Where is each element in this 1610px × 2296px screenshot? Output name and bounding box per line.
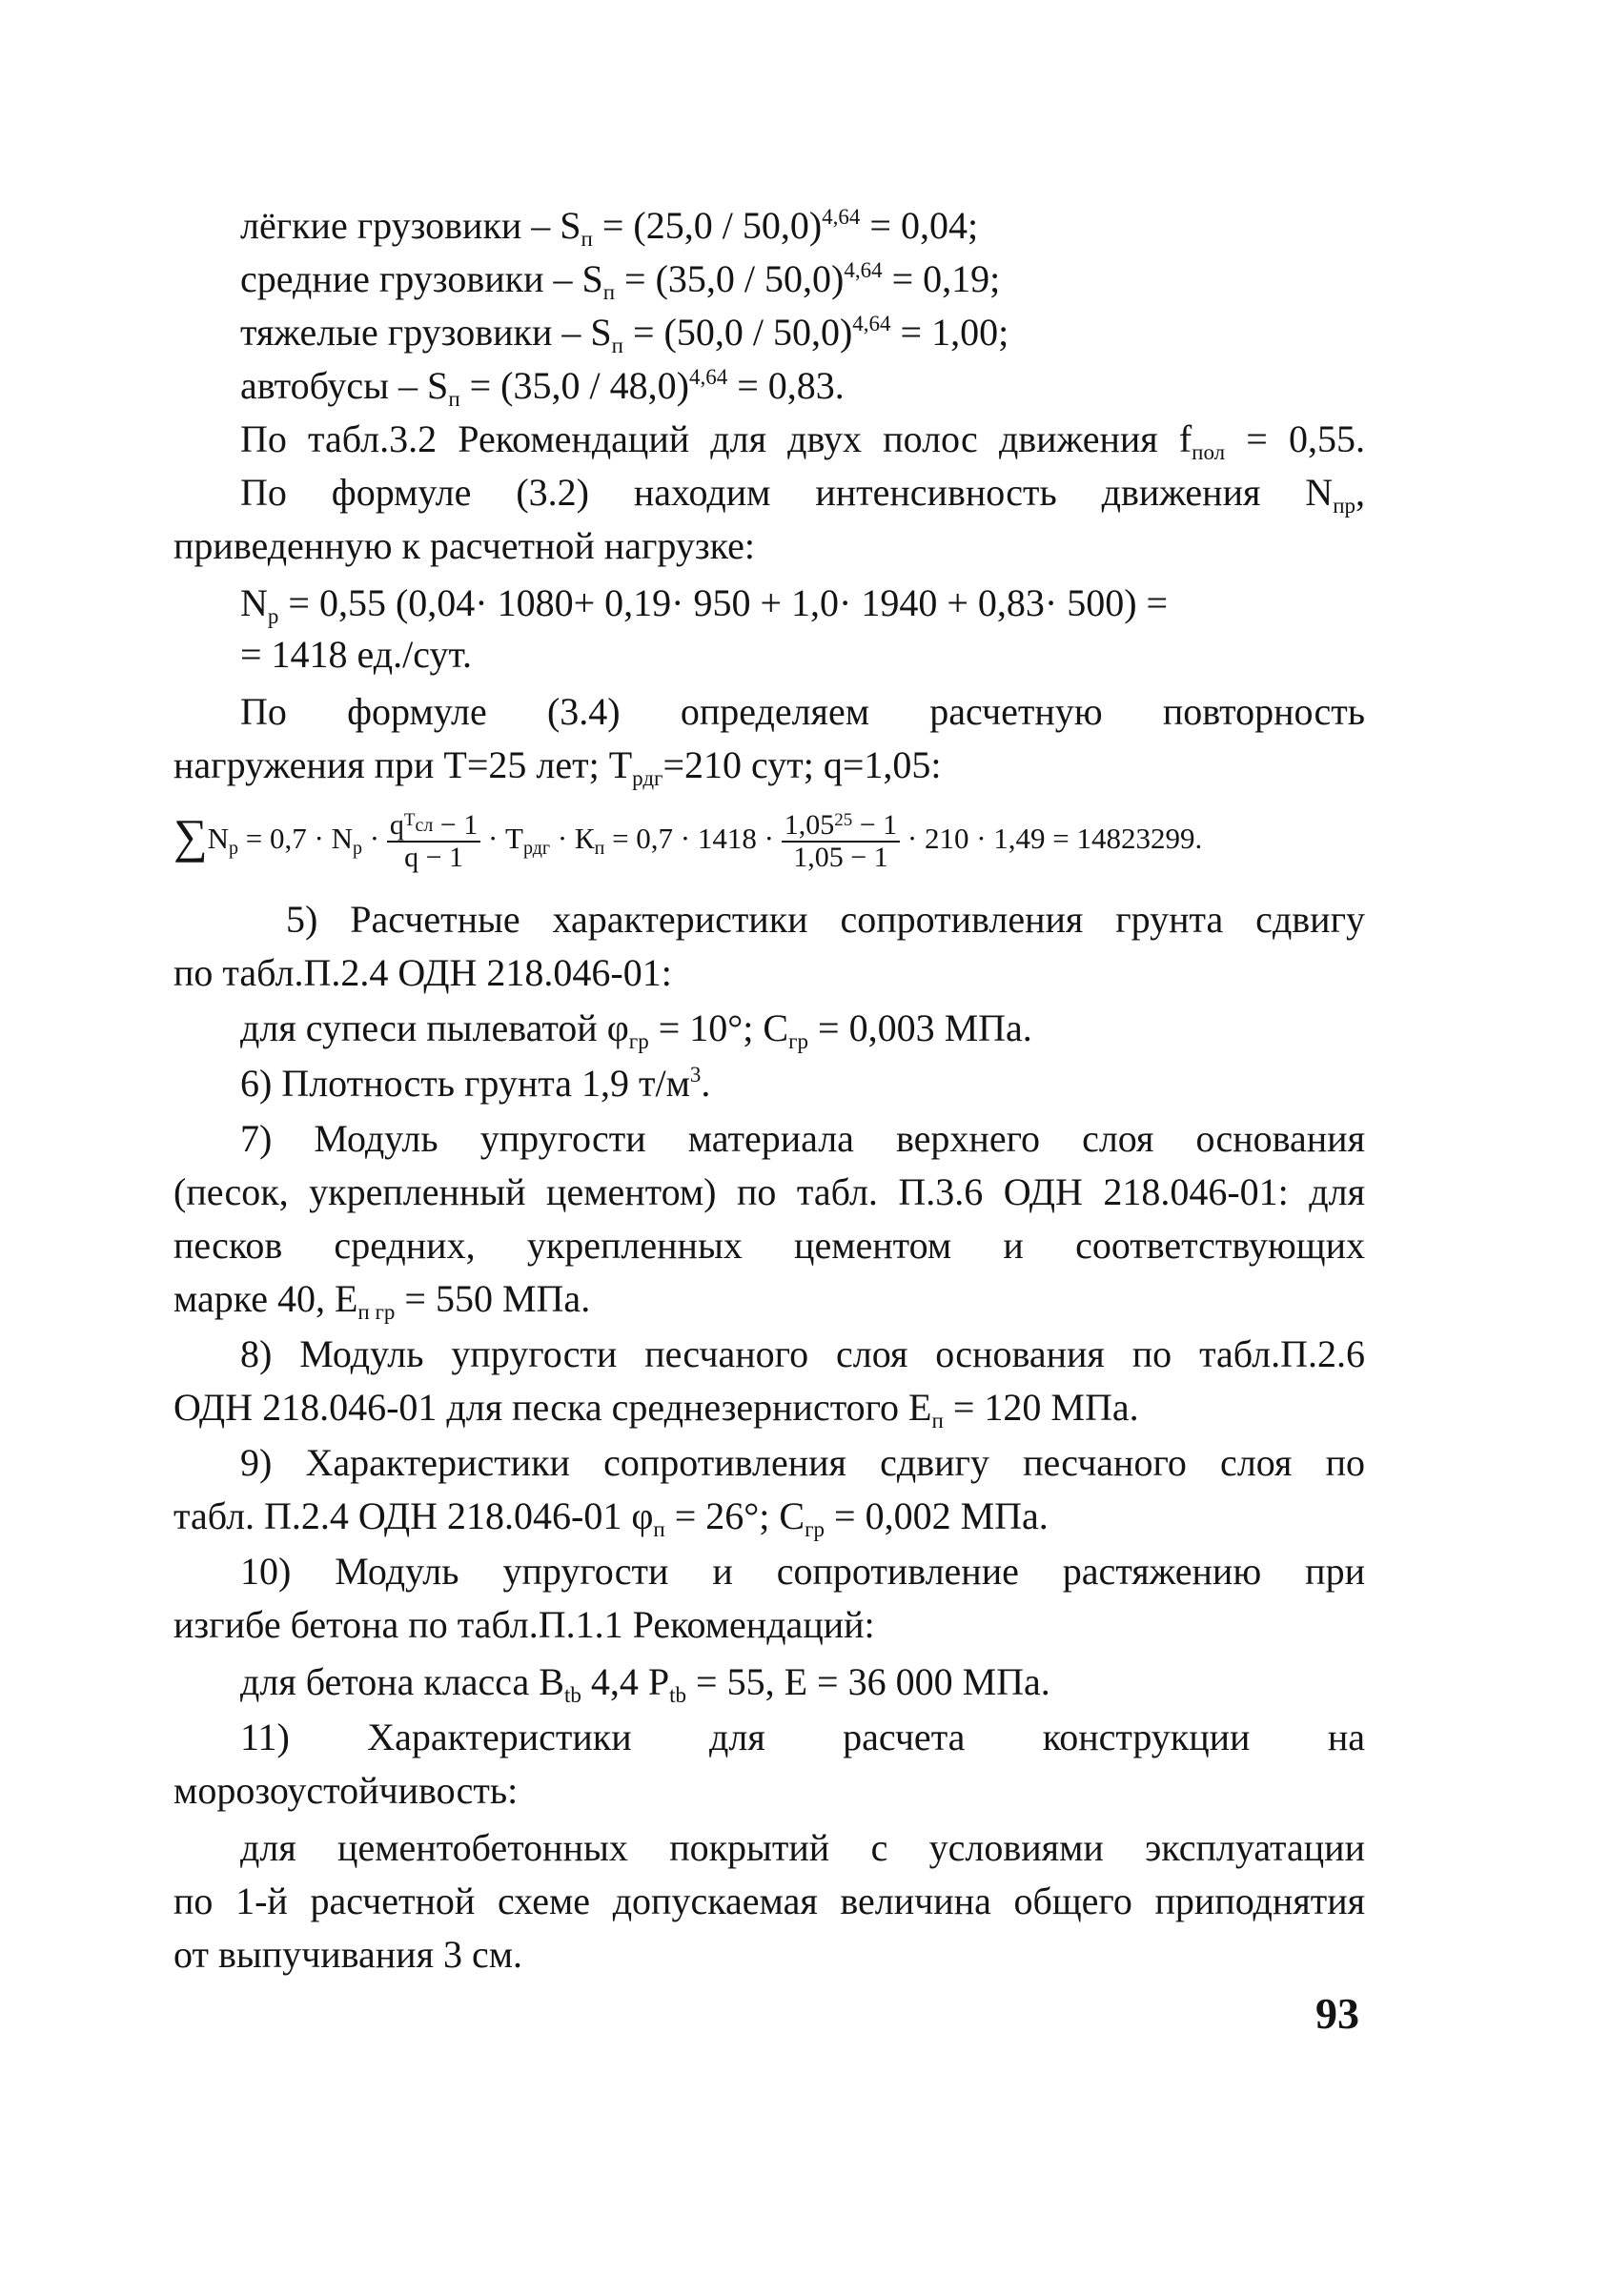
text-line-concrete-class: для бетона класса $В_{tb}$ 4,4 $Р_{tb} = 55$, Е = 36 000 МПа.: [240, 1660, 1050, 1707]
text-line-concrete-bending: изгибе бетона по табл.П.1.1 Рекомендаций:: [173, 1603, 875, 1646]
text-line-grade-40: марке 40, $Е_{п гр} = 550$ МПа.: [173, 1277, 591, 1324]
text-line-np-calc: $N_р = 0,55$ (0,04· 1080+ 0,19· 950 + 1,0· 1940 + 0,83· 500) =: [240, 581, 1169, 628]
text-line-lanes: По табл.3.2 Рекомендаций для двух полос движения $f_{пол} = 0,55$.: [240, 417, 1365, 464]
text-line-reduced-load: приведенную к расчетной нагрузке:: [173, 524, 755, 567]
text-line-item-5: 5) Расчетные характеристики сопротивления грунта сдвигу: [286, 898, 1365, 941]
text-line-item-11: 11) Характеристики для расчета конструкции на: [240, 1716, 1365, 1758]
text-line-medium-grain-sand: ОДН 218.046-01 для песка среднезернистого $Е_п = 120$ МПа.: [173, 1386, 1139, 1432]
text-line-item-7: 7) Модуль упругости материала верхнего слоя основания: [240, 1117, 1365, 1160]
text-line-heavy-trucks: тяжелые грузовики – $S_п = (50,0 / 50,0)^{4,64} = 1,00$;: [240, 311, 1009, 357]
text-line-medium-sands: песков средних, укрепленных цементом и соответствующих: [173, 1224, 1365, 1267]
text-line-cement-sand: (песок, укрепленный цементом) по табл. П.3.6 ОДН 218.046-01: для: [173, 1170, 1365, 1213]
text-line-scheme-1: по 1-й расчетной схеме допускаемая величина общего приподнятия: [173, 1879, 1365, 1922]
text-line-medium-trucks: средние грузовики – $S_п = (35,0 / 50,0)^{4,64} = 0,19$;: [240, 257, 1001, 304]
text-line-formula-3-4: По формуле (3.4) определяем расчетную повторность: [240, 690, 1365, 733]
text-line-item-9: 9) Характеристики сопротивления сдвигу песчаного слоя по: [240, 1441, 1365, 1484]
text-line-light-trucks: лёгкие грузовики – $S_п = (25,0 / 50,0)^{4,64} = 0,04$;: [240, 204, 979, 251]
text-line-item-8: 8) Модуль упругости песчаного слоя основания по табл.П.2.6: [240, 1332, 1365, 1375]
text-line-item-6: 6) Плотность грунта 1,9 $т/м^3$.: [240, 1062, 711, 1105]
fraction-q: $\frac{q^{Т_{сл}} - 1}{q - 1}$: [387, 810, 480, 873]
text-line-cement-concrete: для цементобетонных покрытий с условиями эксплуатации: [240, 1826, 1365, 1869]
text-line-buses: автобусы – $S_п = (35,0 / 48,0)^{4,64} = 0,83$.: [240, 364, 845, 411]
text-line-heaving: от выпучивания 3 см.: [173, 1933, 523, 1976]
text-line-loading-params: нагружения при Т=25 лет; $Т_{рдг}=210$ сут; q=1,05:: [173, 743, 942, 790]
text-line-item-10: 10) Модуль упругости и сопротивление растяжению при: [240, 1550, 1365, 1593]
page-number: 93: [1315, 1989, 1359, 2038]
text-line-formula-3-2: По формуле (3.2) находим интенсивность движения $N_{пр}$,: [240, 471, 1365, 518]
sum-np-formula: $\sum N_р = 0,7 \cdot N_р$ · $\frac{q^{Т_{сл}} - 1}{q - 1}$ · $Т_{рдг} \cdot К_п = 0,7 \cdot 1418$ · $\frac{1,05^{25} - 1}{1,05 - 1}$ · 210 · 1,49 = 14823299.: [173, 808, 1203, 873]
text-line-table-p-2-4: по табл.П.2.4 ОДН 218.046-01:: [173, 951, 672, 994]
text-line-frost-resistance: морозоустойчивость:: [173, 1769, 519, 1812]
text-line-sand-shear: табл. П.2.4 ОДН 218.046-01 $\varphi_п = 26^\circ$; $С_{гр} = 0,002$ МПа.: [173, 1494, 1049, 1541]
text-line-np-result: = 1418 ед./сут.: [240, 633, 472, 676]
text-line-sandy-loam: для супеси пылеватой $\varphi_{гр} = 10^\circ$; $С_{гр} = 0,003$ МПа.: [240, 1006, 1032, 1053]
fraction-1-05: $\frac{1,05^{25} - 1}{1,05 - 1}$: [782, 810, 900, 873]
